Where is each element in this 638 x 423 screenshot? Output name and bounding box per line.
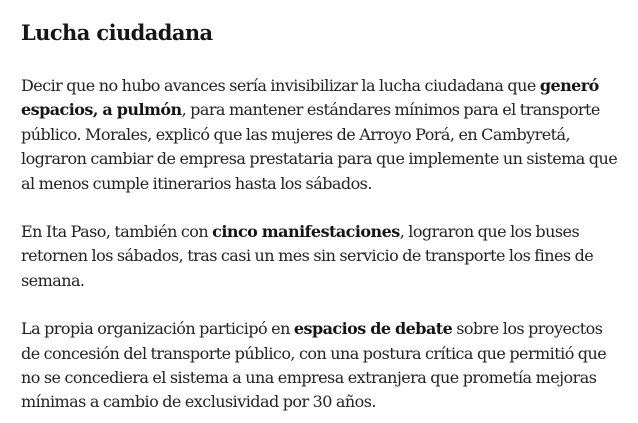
paragraph-2-highlight: cinco manifestaciones [212,222,400,242]
paragraph-3-text-start: La propia organización participó en [21,319,294,339]
paragraph-3-highlight: espacios de debate [293,319,453,339]
paragraph-2 [21,220,621,293]
paragraph-2-text-start: En Ita Paso, también con [21,222,213,242]
paragraph-1-text-end: , para mantener estándares mínimos para el transporte público. Morales, explicó que las mujeres de Arroyo Porá, en Cambyretá, lograron cambiar de empresa prestataria para que implemente un sistema que al menos cumple itinerarios hasta los sábados. [21,100,618,193]
paragraph-3 [21,317,621,415]
paragraph-3-text-end: sobre los proyectos de concesión del transporte público, con una postura crítica que permitió que no se concediera el sistema a una empresa extranjera que prometía mejoras mínimas a cambio de exclusividad por 30 años. [21,319,607,412]
paragraph-1-highlight: generó espacios, a pulmón [21,76,599,120]
section-heading: Lucha ciudadana [21,20,213,45]
paragraph-2-text-end: , lograron que los buses retornen los sábados, tras casi un mes sin servicio de transporte los fines de semana. [21,222,594,290]
article-section [21,17,621,415]
paragraph-1 [21,74,621,196]
paragraph-1-text-start: Decir que no hubo avances sería invisibilizar la lucha ciudadana que [21,76,540,95]
